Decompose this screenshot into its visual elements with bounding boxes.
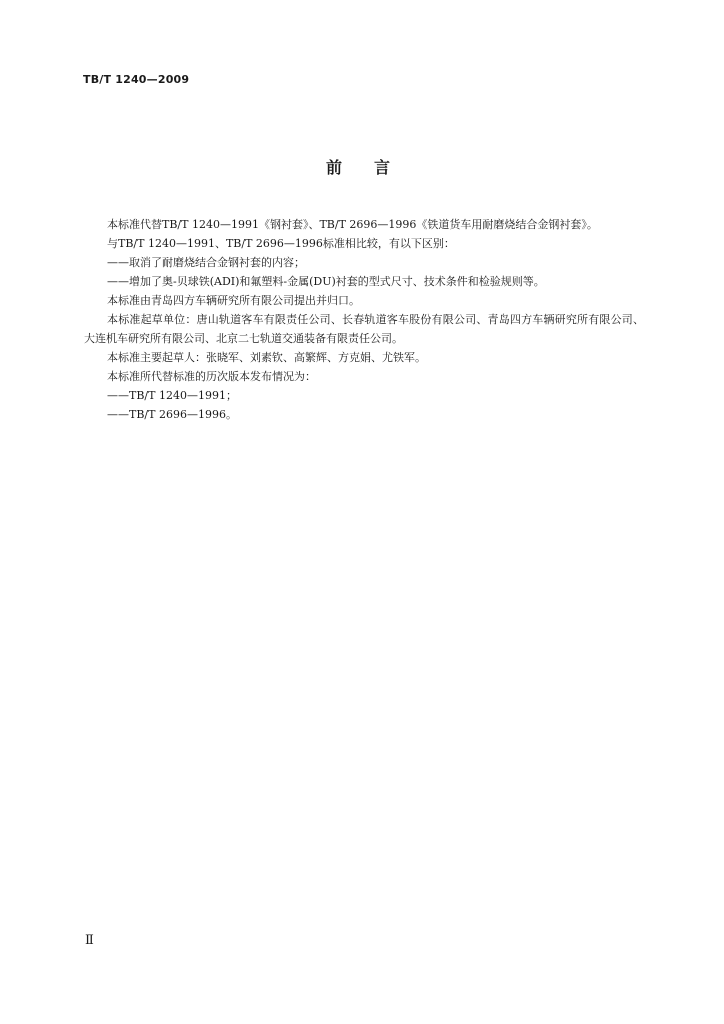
body-text (84, 215, 644, 424)
paragraph-replaces: 本标准代替TB/T 1240—1991《钢衬套》、TB/T 2696—1996《铁道货车用耐磨烧结合金钢衬套》。 (107, 218, 598, 231)
list-item-removed: ——取消了耐磨烧结合金钢衬套的内容； (107, 256, 305, 269)
paragraph-previous-editions: 本标准所代替标准的历次版本发布情况为： (107, 370, 316, 383)
list-item-added: ——增加了奥-贝球铁(ADI)和氟塑料-金属(DU)衬套的型式尺寸、技术条件和检验规则等。 (107, 275, 545, 288)
paragraph-proposer: 本标准由青岛四方车辆研究所有限公司提出并归口。 (107, 294, 360, 307)
standard-code: TB/T 1240—2009 (83, 73, 190, 86)
page-number: Ⅱ (85, 933, 94, 948)
paragraph-comparison: 与TB/T 1240—1991、TB/T 2696—1996标准相比较，有以下区别： (107, 237, 455, 250)
paragraph-drafting-units: 本标准起草单位：唐山轨道客车有限责任公司、长春轨道客车股份有限公司、青岛四方车辆研究所有限公司、大连机车研究所有限公司、北京二七轨道交通装备有限责任公司。 (84, 313, 644, 345)
list-item-edition-1240: ——TB/T 1240—1991； (107, 389, 237, 402)
list-item-edition-2696: ——TB/T 2696—1996。 (107, 408, 237, 421)
paragraph-drafters: 本标准主要起草人：张晓军、刘素钦、高繁辉、方克娟、尤铁军。 (107, 351, 426, 364)
section-title: 前言 (326, 158, 423, 177)
